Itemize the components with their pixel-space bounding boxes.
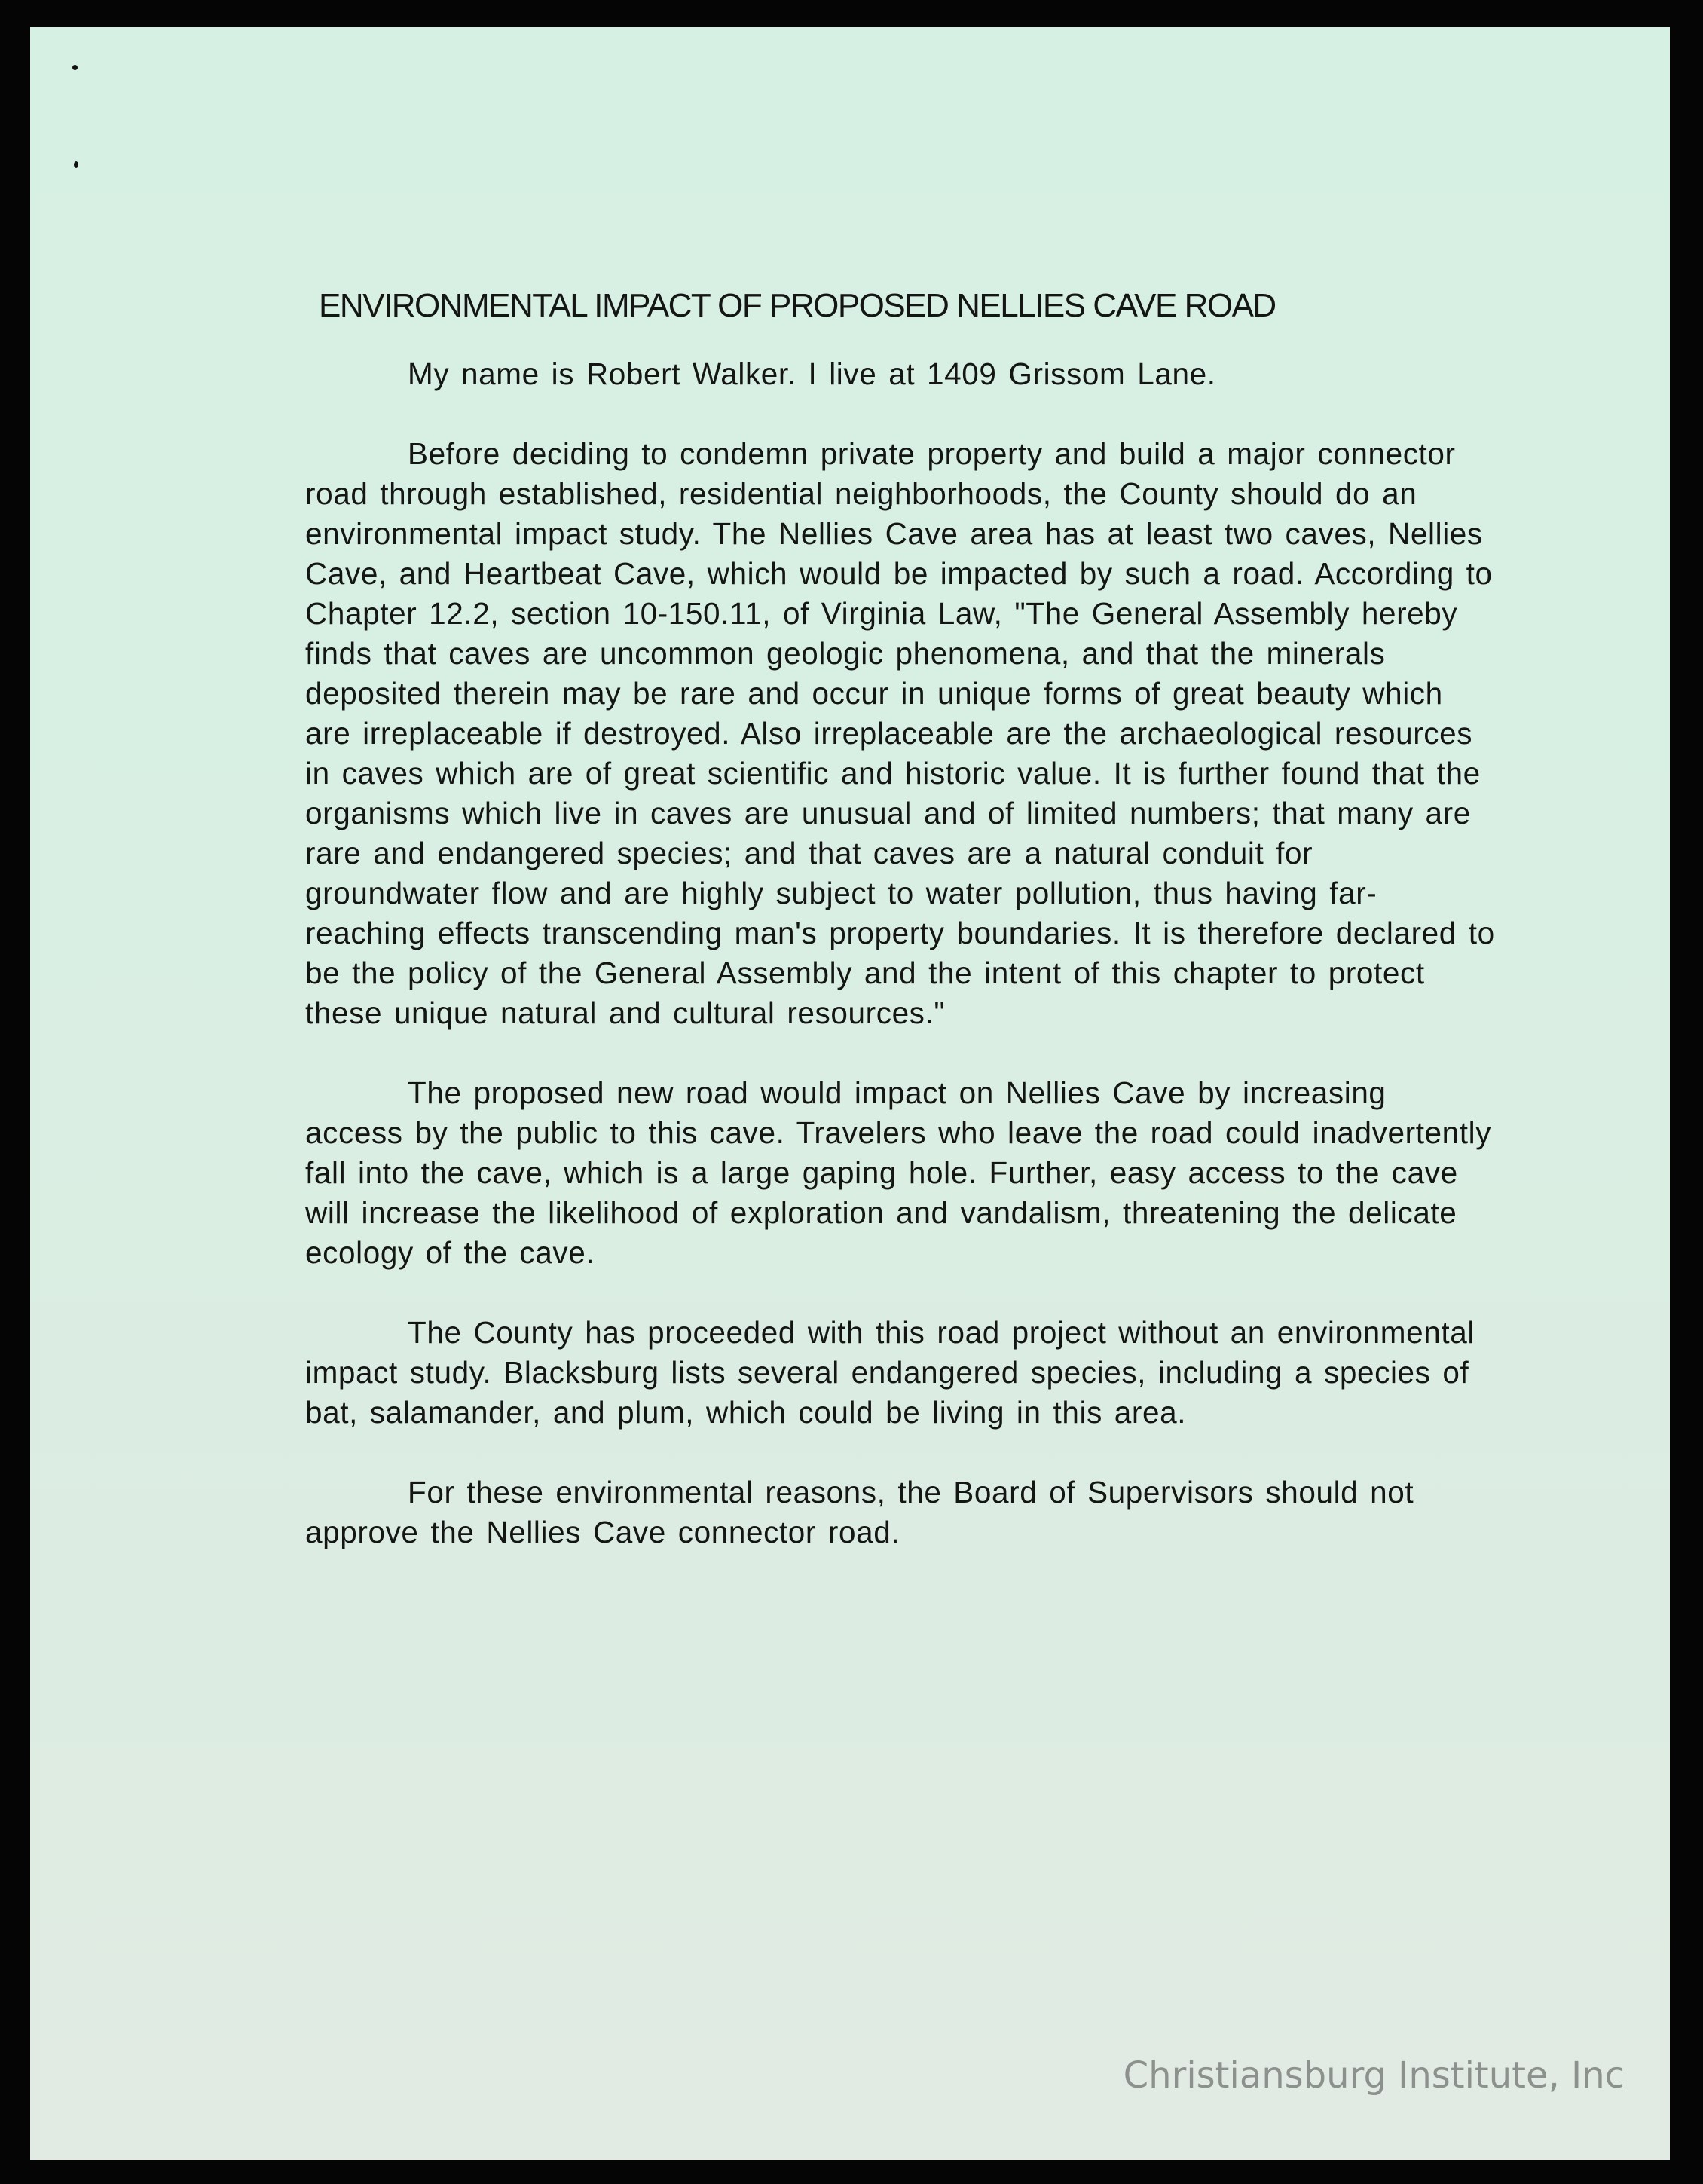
document-title: ENVIRONMENTAL IMPACT OF PROPOSED NELLIES CAVE ROAD (319, 287, 1276, 324)
paragraph-intro (305, 354, 1496, 394)
paper-speck (72, 65, 78, 70)
paragraph-conclusion (305, 1473, 1496, 1552)
paragraph-law-quote (305, 434, 1496, 1033)
paper-speck (74, 161, 78, 168)
paragraph-endangered-species (305, 1313, 1496, 1433)
paragraph-text: Before deciding to condemn private property and build a major connector road through established, residential neighborhoods, the County should do an environmental impact study. The Nellies Cave area has at least two caves, Nellies Cave, and Heartbeat Cave, which would be impacted by such a road. According to Chapter 12.2, section 10-150.11, of Virginia Law, "The General Assembly hereby finds that caves are uncommon geologic phenomena, and that the minerals deposited therein may be rare and occur in unique forms of great beauty which are irreplaceable if destroyed. Also irreplaceable are the archaeological resources in caves which are of great scientific and historic value. It is further found that the organisms which live in caves are unusual and of limited numbers; that many are rare and endangered species; and that caves are a natural conduit for groundwater flow and are highly subject to water pollution, thus having far-reaching effects transcending man's property boundaries. It is therefore declared to be the policy of the General Assembly and the intent of this chapter to protect these unique natural and cultural resources." (305, 436, 1495, 1030)
paragraph-text: My name is Robert Walker. I live at 1409 Grissom Lane. (408, 356, 1216, 391)
paragraph-text: For these environmental reasons, the Board of Supervisors should not approve the Nellies Cave connector road. (305, 1475, 1414, 1549)
archive-watermark: Christiansburg Institute, Inc (1123, 2054, 1625, 2097)
document-body (305, 285, 1496, 1592)
paragraph-text: The proposed new road would impact on Nellies Cave by increasing access by the public to this cave. Travelers who leave the road could inadvertently fall into the cave, which is a large gaping hole. Further, easy access to the cave will increase the likelihood of exploration and vandalism, threatening the delicate ecology of the cave. (305, 1075, 1492, 1270)
paragraph-text: The County has proceeded with this road project without an environmental impact study. Blacksburg lists several endangered species, including a species of bat, salamander, and plum, which could be living in this area. (305, 1315, 1475, 1430)
paragraph-road-impact (305, 1073, 1496, 1273)
